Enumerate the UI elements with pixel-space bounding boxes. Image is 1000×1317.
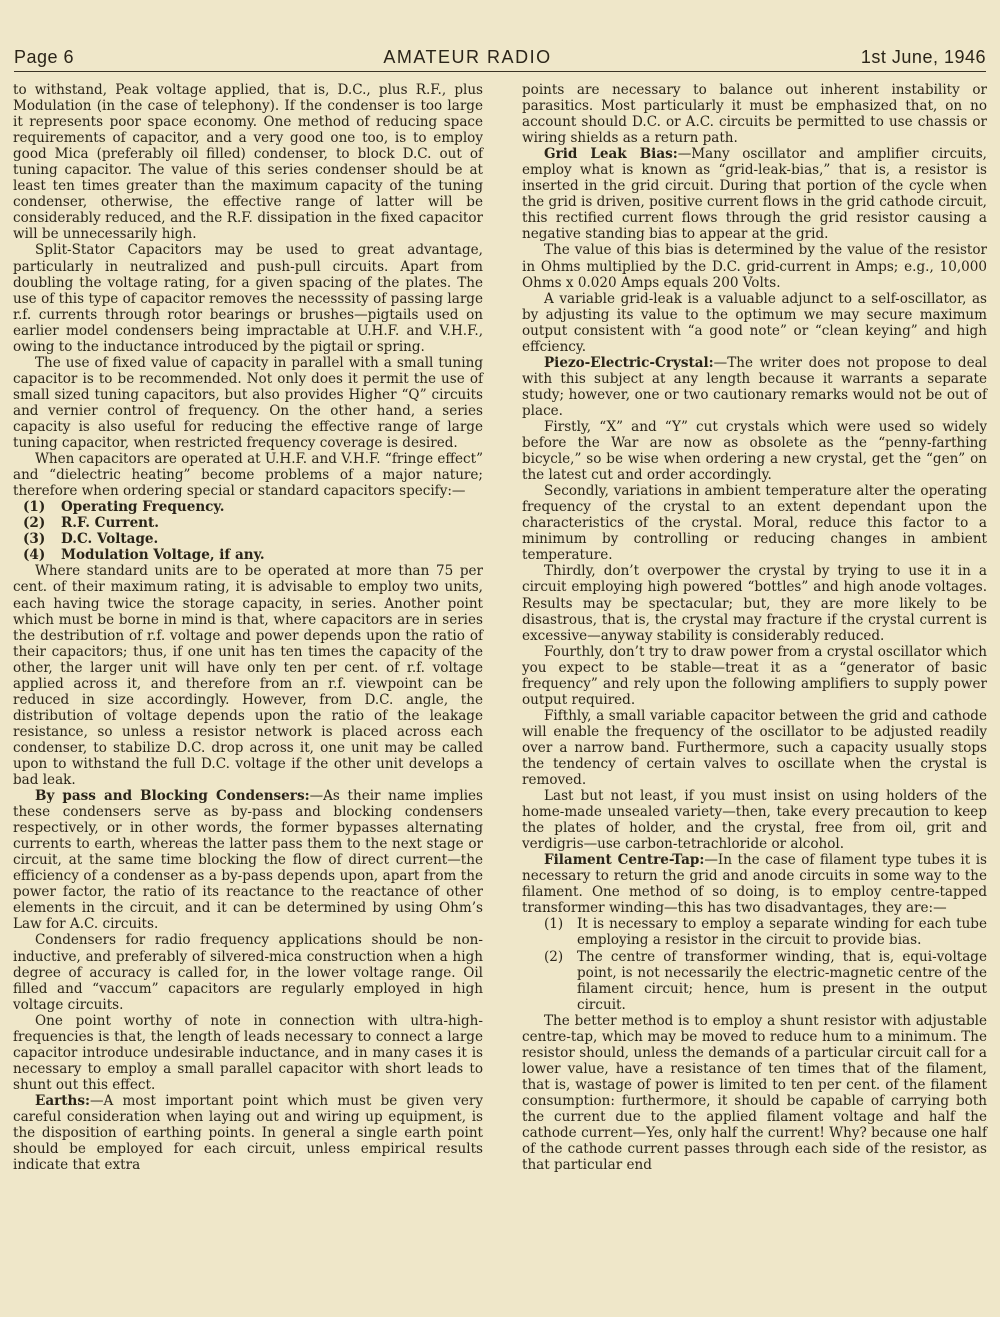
disadvantage-list <box>522 916 987 1012</box>
paragraph: Split-Stator Capacitors may be used to great advantage, particularly in neutralized and push-pull circuits. Apart from doubling the voltage rating, for a given spacing of the plates. The use of this type of capacitor removes the necesssity of passing large r.f. currents through rotor bearings or brushes—pigtails used on earlier model condensers being impractable at U.H.F. and V.H.F., owing to the inductance introduced by the pigtail or spring. <box>13 242 483 355</box>
list-item: (3) D.C. Voltage. <box>23 531 159 548</box>
issue-date: 1st June, 1946 <box>860 47 986 67</box>
header-rule <box>14 71 986 72</box>
paragraph: Secondly, variations in ambient temperature alter the operating frequency of the crystal to an extent dependant upon the characteristics of the crystal. Moral, reduce this factor to a minimum by controlling or reducing changes in ambient temperature. <box>522 483 987 564</box>
paragraph: Piezo-Electric-Crystal:—The writer does not propose to deal with this subject at any length because it warrants a separate study; however, one or two cautionary remarks would not be out of place. <box>522 354 987 419</box>
magazine-title: AMATEUR RADIO <box>383 47 552 67</box>
paragraph: The value of this bias is determined by the value of the resistor in Ohms multiplied by the D.C. grid-current in Amps; e.g., 10,000 Ohms x 0.020 Amps equals 200 Volts. <box>522 242 987 291</box>
paragraph: The better method is to employ a shunt resistor with adjustable centre-tap, which may be moved to reduce hum to a minimum. The resistor should, unless the demands of a particular circuit call for a lower value, have a resistance of ten times that of the filament, that is, wastage of power is limited to ten per cent. of the filament consumption: furthermore, it should be capable of carrying both the current due to the applied filament voltage and half the cathode current—Yes, only half the current! Why? because one half of the cathode current passes through each side of the resistor, as that particular end <box>522 1012 987 1174</box>
left-column <box>13 82 483 1173</box>
paragraph: Firstly, “X” and “Y” cut crystals which were used so widely before the War are now as obsolete as the “penny-farthing bicycle,” so be wise when ordering a new crystal, get the “gen” on the latest cut and order accordingly. <box>522 418 987 484</box>
paragraph: Grid Leak Bias:—Many oscillator and amplifier circuits, employ what is known as “grid-leak-bias,” that is, a resistor is inserted in the grid circuit. During that portion of the cycle when the grid is driven, positive current flows in the grid cathode circuit, this rectified current flows through the grid resistor causing a negative standing bias to appear at the grid. <box>522 146 987 243</box>
section-heading: By pass and Blocking Condensers: <box>35 788 310 805</box>
paragraph: points are necessary to balance out inherent instability or parasitics. Most particularly it must be emphasized that, on no account should D.C. or A.C. circuits be permitted to use chassis or wiring shields as a return path. <box>522 82 987 147</box>
paragraph: to withstand, Peak voltage applied, that is, D.C., plus R.F., plus Modulation (in the case of telephony). If the condenser is too large it represents poor space economy. One method of reducing space requirements of capacitor, and a very good one too, is to employ good Mica (preferably oil filled) condenser, to block D.C. out of tuning capacitor. The value of this series condenser should be at least ten times greater than the maximum capacity of the tuning condenser, otherwise, the effective range of latter will be considerably reduced, and the R.F. dissipation in the fixed capacitor will be unnecessarily high. <box>13 82 483 243</box>
section-heading: Grid Leak Bias: <box>544 146 678 163</box>
list-item: (4) Modulation Voltage, if any. <box>23 547 265 564</box>
paragraph: The use of fixed value of capacity in parallel with a small tuning capacitor is to be recommended. Not only does it permit the use of small sized tuning capacitors, but also provides Higher “Q” circuits and vernier control of frequency. On the other hand, a series capacity is also useful for reducing the effective range of large tuning capacitor, when restricted frequency coverage is desired. <box>13 354 483 452</box>
section-heading: Piezo-Electric-Crystal: <box>544 354 714 371</box>
paragraph: Fourthly, don’t try to draw power from a crystal oscillator which you expect to be stable—treat it as a “generator of basic frequency” and rely upon the following amplifiers to supply power output required. <box>522 643 987 708</box>
capacitor-spec-list <box>13 499 483 563</box>
paragraph: Condensers for radio frequency applications should be non-inductive, and preferably of silvered-mica construction when a high degree of accuracy is called for, in the lower voltage range. Oil filled and “vaccum” capacitors are regularly employed in high voltage circuits. <box>13 932 483 1013</box>
paragraph: A variable grid-leak is a valuable adjunct to a self-oscillator, as by adjusting its value to the optimum we may secure maximum output consistent with “a good note” or “clean keying” and high effciency. <box>522 290 987 355</box>
paragraph: One point worthy of note in connection with ultra-high-frequencies is that, the length of leads necessary to connect a large capacitor introduce undesirable inductance, and in many cases it is necessary to employ a small parallel capacitor with short leads to shunt out this effect. <box>13 1012 483 1093</box>
list-item: (2) R.F. Current. <box>23 515 160 532</box>
list-item: (1) It is necessary to employ a separate winding for each tube employing a resistor in the circuit to provide bias. <box>544 916 987 949</box>
section-heading: Filament Centre-Tap: <box>544 852 705 869</box>
paragraph: When capacitors are operated at U.H.F. and V.H.F. “fringe effect” and “dielectric heating” become problems of a major nature; therefore when ordering special or standard capacitors specify:— <box>13 451 484 500</box>
page-number: Page 6 <box>14 47 75 67</box>
section-heading: Earths: <box>35 1092 90 1109</box>
paragraph: Last but not least, if you must insist on using holders of the home-made unsealed variety—then, take every precaution to keep the plates of holder, and the crystal, free from oil, grit and verdigris—use carbon-tetrachloride or alcohol. <box>522 788 987 853</box>
paragraph: Filament Centre-Tap:—In the case of filament type tubes it is necessary to return the grid and anode circuits in some way to the filament. One method of so doing, is to employ centre-tapped transformer winding—this has two disadvantages, they are:— <box>522 852 987 917</box>
paragraph: Fifthly, a small variable capacitor between the grid and cathode will enable the frequency of the oscillator to be adjusted readily over a narrow band. Furthermore, such a capacity usually stops the tendency of certain valves to oscillate when the crystal is removed. <box>522 707 987 789</box>
paragraph: Earths:—A most important point which must be given very careful consideration when laying out and wiring up equipment, is the disposition of earthing points. In general a single earth point should be employed for each circuit, unless empirical results indicate that extra <box>13 1092 483 1174</box>
right-column <box>522 82 987 1173</box>
paragraph: Where standard units are to be operated at more than 75 per cent. of their maximum rating, it is advisable to employ two units, each having twice the storage capacity, in series. Another point which must be borne in mind is that, where capacitors are in series the destribution of r.f. voltage and power depends upon the ratio of their capacitors; thus, if one unit has ten times the capacity of the other, the larger unit will have only ten per cent. of r.f. voltage applied across it, and therefore from an r.f. viewpoint can be reduced in size accordingly. However, from D.C. angle, the distribution of voltage depends upon the ratio of the leakage resistance, so unless a resistor network is placed across each condenser, to stabilize D.C. drop across it, one unit may be called upon to withstand the full D.C. voltage if the other unit develops a bad leak. <box>13 563 483 789</box>
paragraph: Thirdly, don’t overpower the crystal by trying to use it in a circuit employing high powered “bottles” and high anode voltages. Results may be spectacular; but, they are more likely to be disastrous, that is, the crystal may fracture if the crystal current is excessive—anyway stability is considerably reduced. <box>522 563 987 644</box>
list-item: (1) Operating Frequency. <box>23 499 225 516</box>
list-item: (2) The centre of transformer winding, that is, equi-voltage point, is not necessarily the electric-magnetic centre of the filament circuit; hence, hum is present in the output circuit. <box>544 948 987 1013</box>
page-header <box>14 40 986 68</box>
paragraph: By pass and Blocking Condensers:—As their name implies these condensers serve as by-pass and blocking condensers respectively, or in other words, the former bypasses alternating currents to earth, whereas the latter pass them to the next stage or circuit, at the same time blocking the flow of direct current—the efficiency of a condenser as a by-pass depends upon, apart from the power factor, the ratio of its reactance to the reactance of other elements in the circuit, and it can be determined by using Ohm’s Law for A.C. circuits. <box>13 788 483 933</box>
